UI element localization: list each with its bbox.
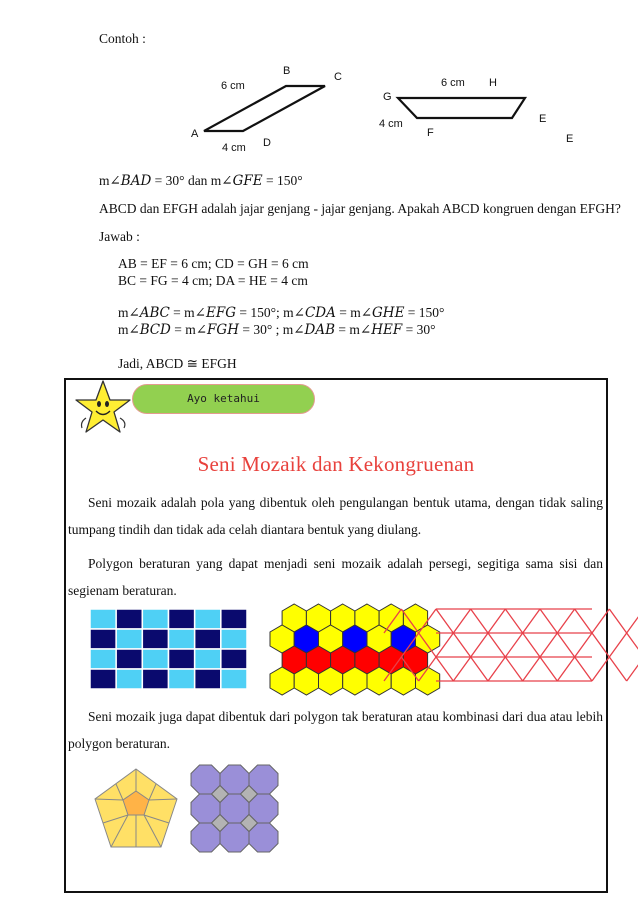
label-g: G [383, 91, 392, 103]
mosaic-triangle-edge [453, 657, 470, 681]
mosaic-triangle-edge [471, 609, 488, 633]
mosaic-triangle-edge [436, 633, 453, 657]
mosaic-square [116, 649, 142, 669]
mosaic-square [169, 669, 195, 689]
mosaic-triangle-edge [609, 657, 626, 681]
conclusion: Jadi, ABCD ≅ EFGH [118, 356, 237, 371]
mosaic-square [90, 609, 116, 629]
mosaic-triangle-edge [575, 657, 592, 681]
mosaic-square [195, 629, 221, 649]
label-efgh-top: 6 cm [441, 77, 465, 89]
mosaic-square [221, 669, 247, 689]
label-a: A [191, 128, 199, 140]
mosaic-square [116, 609, 142, 629]
mosaic-triangle-edge [627, 657, 638, 681]
mosaic-triangle-edge [557, 609, 574, 633]
triangle-mosaic [436, 609, 592, 681]
mosaic-square [142, 609, 168, 629]
label-h: H [489, 77, 497, 89]
mosaic-square [142, 649, 168, 669]
mosaic-triangle-edge [627, 633, 638, 657]
label-efgh-side: 4 cm [379, 118, 403, 130]
label-e2: E [566, 133, 574, 145]
paragraph-regular-polygons: Polygon beraturan yang dapat menjadi seni mozaik adalah persegi, segitiga sama sisi dan segienam beraturan. [68, 556, 603, 598]
square-mosaic [90, 609, 247, 689]
mosaic-triangle-edge [453, 633, 470, 657]
mosaic-square [142, 669, 168, 689]
pentagon-mosaic [92, 767, 180, 850]
mosaic-triangle-edge [523, 609, 540, 633]
mosaic-triangle-edge [453, 609, 470, 633]
mosaic-square [195, 649, 221, 669]
mosaic-triangle-edge [575, 609, 592, 633]
mosaic-triangle-edge [471, 657, 488, 681]
answer-line-4: m∠𝐵𝐶𝐷 = m∠𝐹𝐺𝐻 = 30° ; m∠𝐷𝐴𝐵 = m∠𝐻𝐸𝐹 = 30° [118, 322, 436, 337]
mosaic-triangle-edge [488, 657, 505, 681]
mosaic-triangle-edge [471, 633, 488, 657]
mosaic-triangle-edge [505, 609, 522, 633]
answer-line-2: BC = FG = 4 cm; DA = HE = 4 cm [118, 273, 308, 288]
mosaic-square [221, 649, 247, 669]
mosaic-square [90, 649, 116, 669]
mosaic-triangle-edge [436, 657, 453, 681]
mosaic-square [116, 629, 142, 649]
mosaic-square [221, 609, 247, 629]
mosaic-square [195, 609, 221, 629]
mosaic-square [142, 629, 168, 649]
paragraph-definition: Seni mozaik adalah pola yang dibentuk oleh pengulangan bentuk utama, dengan tidak saling tumpang tindih dan tidak ada celah diantara bentuk yang diulang. [68, 495, 603, 537]
mosaic-triangle-edge [540, 633, 557, 657]
mosaic-triangle-edge [540, 657, 557, 681]
mosaic-triangle-edge [505, 657, 522, 681]
ayo-ketahui-badge: Ayo ketahui [132, 384, 315, 414]
mosaic-triangle-edge [609, 609, 626, 633]
mosaic-square [195, 669, 221, 689]
mosaic-triangle-edge [488, 609, 505, 633]
mosaic-square [169, 649, 195, 669]
answer-line-1: AB = EF = 6 cm; CD = GH = 6 cm [118, 256, 309, 271]
given-angles: m∠𝐵𝐴𝐷 = 30° dan m∠𝐺𝐹𝐸 = 150° [99, 173, 303, 188]
mosaic-square [90, 629, 116, 649]
mosaic-triangle-edge [488, 633, 505, 657]
section-title: Seni Mozaik dan Kekongruenan [197, 452, 475, 476]
mosaic-triangle-edge [523, 657, 540, 681]
mosaic-square [169, 609, 195, 629]
label-f: F [427, 127, 434, 139]
parallelogram-abcd [0, 0, 638, 170]
question: ABCD dan EFGH adalah jajar genjang - jajar genjang. Apakah ABCD kongruen dengan EFGH? [99, 201, 621, 216]
label-b: B [283, 65, 291, 77]
contoh-label: Contoh : [99, 31, 146, 46]
mosaic-triangle-edge [557, 633, 574, 657]
mosaic-triangle-edge [436, 609, 453, 633]
octagon-square-mosaic [190, 764, 280, 850]
mosaic-square [116, 669, 142, 689]
jawab-label: Jawab : [99, 229, 140, 244]
mosaic-square [90, 669, 116, 689]
mosaic-triangle-edge [540, 609, 557, 633]
mosaic-triangle-edge [627, 609, 638, 633]
label-abcd-bottom: 4 cm [222, 142, 246, 154]
mosaic-triangle-edge [505, 633, 522, 657]
mosaic-triangle-edge [575, 633, 592, 657]
star-mascot-icon [72, 378, 134, 438]
label-c: C [334, 71, 342, 83]
label-abcd-top: 6 cm [221, 80, 245, 92]
label-d: D [263, 137, 271, 149]
label-e: E [539, 113, 547, 125]
mosaic-triangle-edge [557, 657, 574, 681]
paragraph-irregular-polygons: Seni mozaik juga dapat dibentuk dari polygon tak beraturan atau kombinasi dari dua atau lebih polygon beraturan. [68, 709, 603, 751]
mosaic-triangle-edge [609, 633, 626, 657]
mosaic-square [221, 629, 247, 649]
mosaic-triangle-edge [523, 633, 540, 657]
answer-line-3: m∠𝐴𝐵𝐶 = m∠𝐸𝐹𝐺 = 150°; m∠𝐶𝐷𝐴 = m∠𝐺𝐻𝐸 = 150° [118, 305, 445, 320]
mosaic-square [169, 629, 195, 649]
